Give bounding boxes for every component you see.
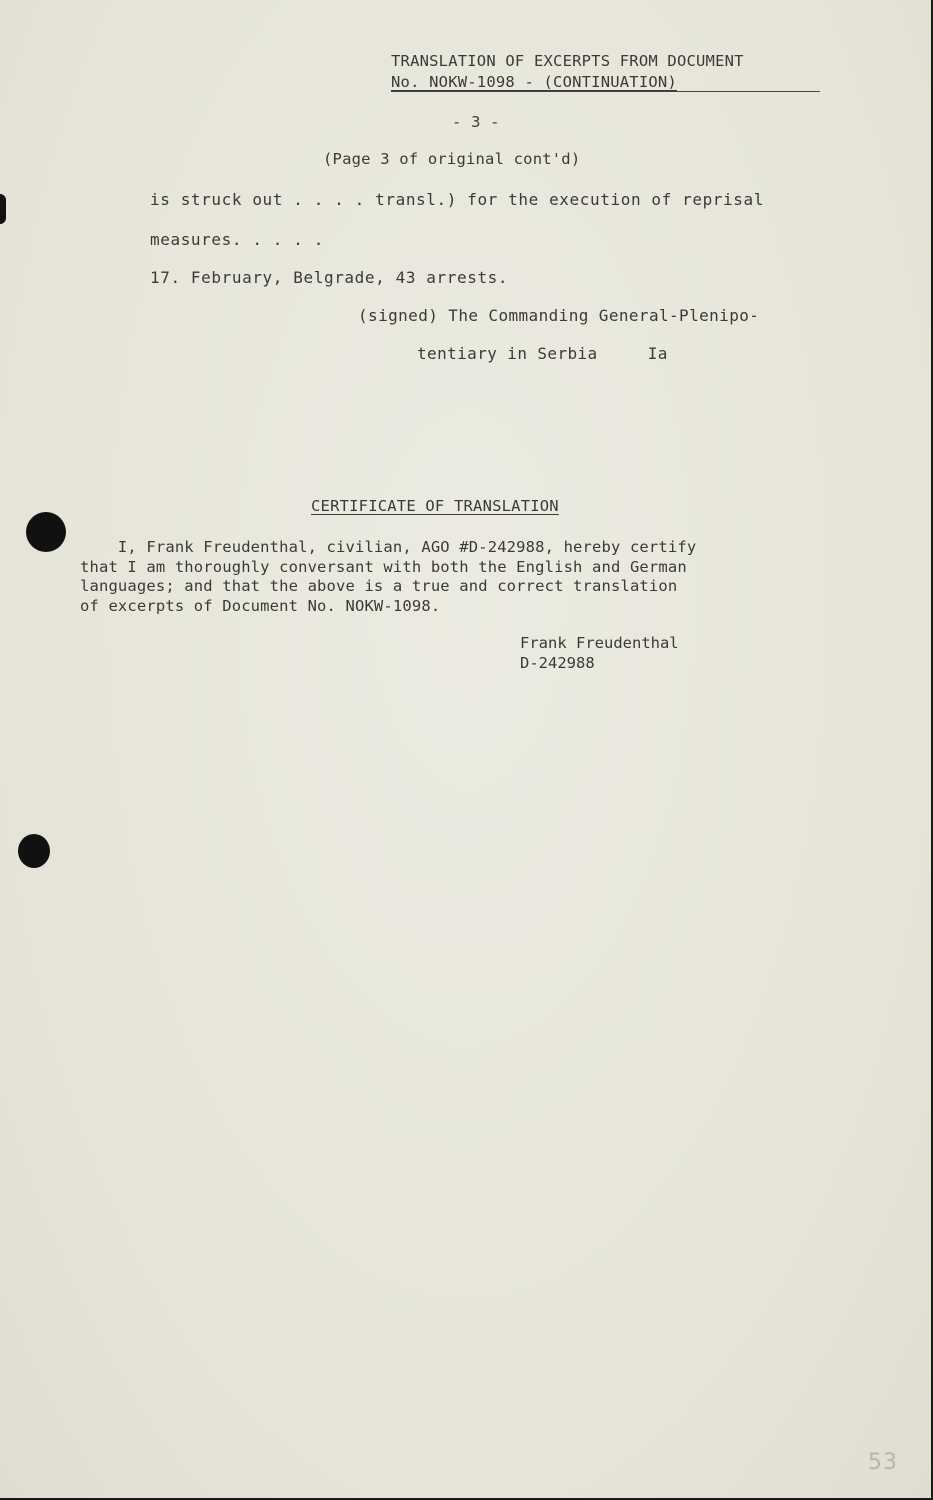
edge-mark	[0, 194, 6, 224]
punch-hole-top	[26, 512, 66, 552]
certificate-text: I, Frank Freudenthal, civilian, AGO #D-242988, hereby certify that I am thoroughly conversant with both the English and German languages; and that the above is a true and correct translation of excerpts of Document No. NOKW-1098.	[80, 538, 697, 615]
certificate-title: CERTIFICATE OF TRANSLATION	[311, 497, 559, 515]
document-header-title: TRANSLATION OF EXCERPTS FROM DOCUMENT	[391, 52, 744, 70]
corner-page-number: 53	[868, 1450, 898, 1475]
page-number: - 3 -	[452, 113, 500, 131]
header-underline	[391, 91, 820, 92]
body-line-1: is struck out . . . . transl.) for the execution of reprisal	[150, 190, 764, 209]
signature-line-1: (signed) The Commanding General-Plenipo-	[358, 306, 760, 325]
certificate-signature	[520, 634, 679, 673]
signature-line-2: tentiary in Serbia Ia	[417, 344, 668, 363]
punch-hole-bottom	[18, 834, 50, 868]
signer-name: Frank Freudenthal	[520, 634, 679, 652]
page-note: (Page 3 of original cont'd)	[323, 150, 581, 168]
body-line-2: measures. . . . .	[150, 230, 324, 249]
document-header-number: No. NOKW-1098 - (CONTINUATION)	[391, 73, 677, 91]
body-line-3: 17. February, Belgrade, 43 arrests.	[150, 268, 509, 287]
signer-id: D-242988	[520, 653, 595, 672]
